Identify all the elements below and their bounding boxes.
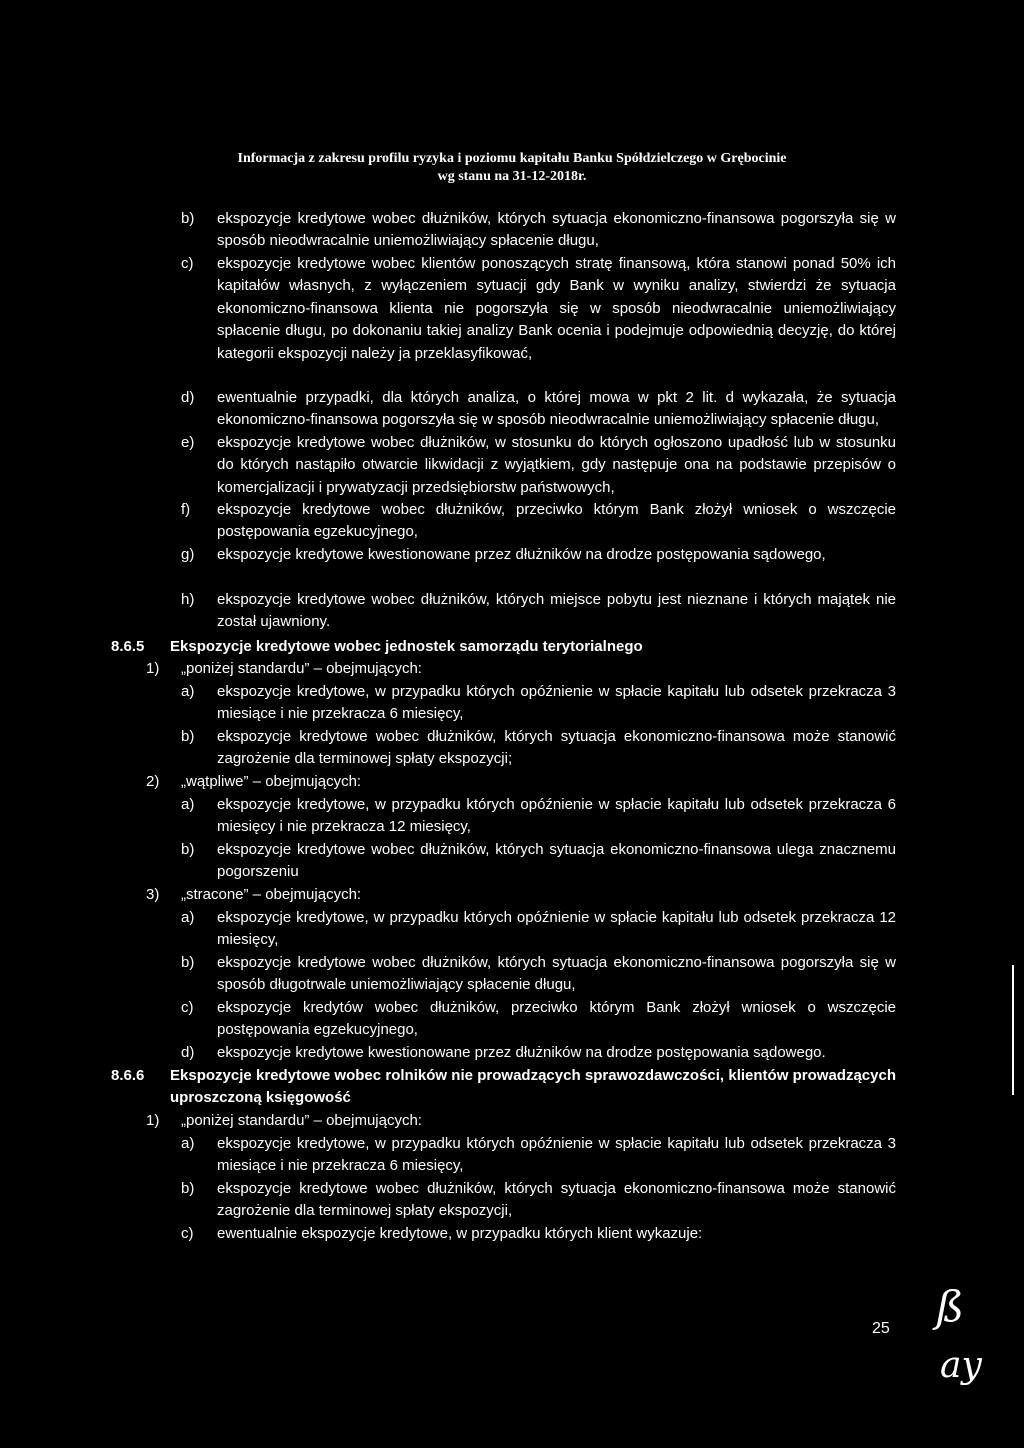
group-label: 2) [146, 773, 160, 790]
list-label: d) [181, 1044, 195, 1061]
list-label: b) [181, 841, 195, 858]
list-label: c) [181, 1225, 194, 1242]
list-label: c) [181, 255, 194, 272]
list-item: ekspozycje kredytowe wobec klientów ponoszących stratę finansową, która stanowi ponad 50% ich kapitałów własnych, z wyłączeniem sytuacji gdy Bank w wyniku analizy, stwierdzi że sytuacja ekonomiczno-finansowa klienta nie pogorszyła się w sposób nieodwracalnie uniemożliwiający spłacenie długu, po dokonaniu takiej analizy Bank ocenia i podejmuje odpowiednią decyzję, do której kategorii ekspozycji należy ja przeklasyfikować, [217, 255, 896, 362]
list-label: b) [181, 728, 195, 745]
list-item: ekspozycje kredytowe wobec dłużników, których miejsce pobytu jest nieznane i których majątek nie został ujawniony. [217, 591, 896, 631]
group-label: 1) [146, 660, 160, 677]
list-item: ekspozycje kredytowe wobec dłużników, przeciwko którym Bank złożył wniosek o wszczęcie postępowania egzekucyjnego, [217, 501, 896, 541]
signature-initial-1: ß [936, 1282, 965, 1331]
group-title: „wątpliwe” – obejmujących: [181, 773, 362, 790]
list-label: b) [181, 954, 195, 971]
list-label: f) [181, 501, 191, 518]
list-item: ekspozycje kredytowe wobec dłużników, których sytuacja ekonomiczno-finansowa może stanowić zagrożenie dla terminowej spłaty ekspozycji; [217, 728, 896, 768]
header-line-1: Informacja z zakresu profilu ryzyka i poziomu kapitału Banku Spółdzielczego w Grębocinie [237, 151, 787, 166]
list-item: ekspozycje kredytowe, w przypadku których opóźnienie w spłacie kapitału lub odsetek przekracza 3 miesiące i nie przekracza 6 miesięcy, [217, 683, 896, 723]
list-label: d) [181, 389, 195, 406]
list-label: a) [181, 909, 195, 926]
signature-initial-2: ay [940, 1345, 982, 1386]
list-label: g) [181, 546, 195, 563]
margin-line [1012, 965, 1014, 1095]
list-label: e) [181, 434, 195, 451]
list-item: ekspozycje kredytowe wobec dłużników, których sytuacja ekonomiczno-finansowa ulega znacznemu pogorszeniu [217, 841, 896, 881]
group-title: „poniżej standardu” – obejmujących: [181, 660, 422, 677]
list-label: c) [181, 999, 194, 1016]
list-item: ekspozycje kredytowe, w przypadku których opóźnienie w spłacie kapitału lub odsetek przekracza 6 miesięcy i nie przekracza 12 miesięcy, [217, 796, 896, 836]
list-item: ekspozycje kredytowe wobec dłużników, których sytuacja ekonomiczno-finansowa może stanowić zagrożenie dla terminowej spłaty ekspozycji, [217, 1180, 896, 1220]
group-label: 1) [146, 1112, 160, 1129]
group-title: „poniżej standardu” – obejmujących: [181, 1112, 422, 1129]
list-item: ekspozycje kredytowe kwestionowane przez dłużników na drodze postępowania sądowego, [217, 546, 826, 563]
section-title: Ekspozycje kredytowe wobec rolników nie prowadzących sprawozdawczości, klientów prowadzących uproszczoną księgowość [170, 1067, 896, 1107]
list-item: ekspozycje kredytowe wobec dłużników, których sytuacja ekonomiczno-finansowa pogorszyła się w sposób nieodwracalnie uniemożliwiający spłacenie długu, [217, 210, 896, 250]
list-label: b) [181, 1180, 195, 1197]
list-item: ekspozycje kredytowe kwestionowane przez dłużników na drodze postępowania sądowego. [217, 1044, 826, 1061]
list-label: a) [181, 796, 195, 813]
group-label: 3) [146, 886, 160, 903]
list-item: ekspozycje kredytów wobec dłużników, przeciwko którym Bank złożył wniosek o wszczęcie postępowania egzekucyjnego, [217, 999, 896, 1039]
header-line-2: wg stanu na 31-12-2018r. [437, 169, 587, 184]
section-title: Ekspozycje kredytowe wobec jednostek samorządu terytorialnego [170, 638, 643, 655]
list-item: ekspozycje kredytowe, w przypadku których opóźnienie w spłacie kapitału lub odsetek przekracza 3 miesiące i nie przekracza 6 miesięcy, [217, 1135, 896, 1175]
section-number: 8.6.6 [111, 1067, 145, 1084]
list-item: ekspozycje kredytowe wobec dłużników, w stosunku do których ogłoszono upadłość lub w stosunku do których nastąpiło otwarcie likwidacji z wyjątkiem, gdy następuje ona na podstawie przepisów o komercjalizacji i prywatyzacji przedsiębiorstw państwowych, [217, 434, 896, 496]
list-item: ekspozycje kredytowe wobec dłużników, których sytuacja ekonomiczno-finansowa pogorszyła się w sposób długotrwale uniemożliwiający spłacenie długu, [217, 954, 896, 994]
list-item: ekspozycje kredytowe, w przypadku których opóźnienie w spłacie kapitału lub odsetek przekracza 12 miesięcy, [217, 909, 896, 949]
list-label: a) [181, 683, 195, 700]
list-label: b) [181, 210, 195, 227]
page-number: 25 [872, 1320, 890, 1337]
section-number: 8.6.5 [111, 638, 145, 655]
list-item: ewentualnie ekspozycje kredytowe, w przypadku których klient wykazuje: [217, 1225, 703, 1242]
list-item: ewentualnie przypadki, dla których analiza, o której mowa w pkt 2 lit. d wykazała, że sytuacja ekonomiczno-finansowa pogorszyła się w sposób nieodwracalnie uniemożliwiający spłacenie długu, [217, 389, 896, 429]
list-label: a) [181, 1135, 195, 1152]
group-title: „stracone” – obejmujących: [181, 886, 362, 903]
list-label: h) [181, 591, 195, 608]
